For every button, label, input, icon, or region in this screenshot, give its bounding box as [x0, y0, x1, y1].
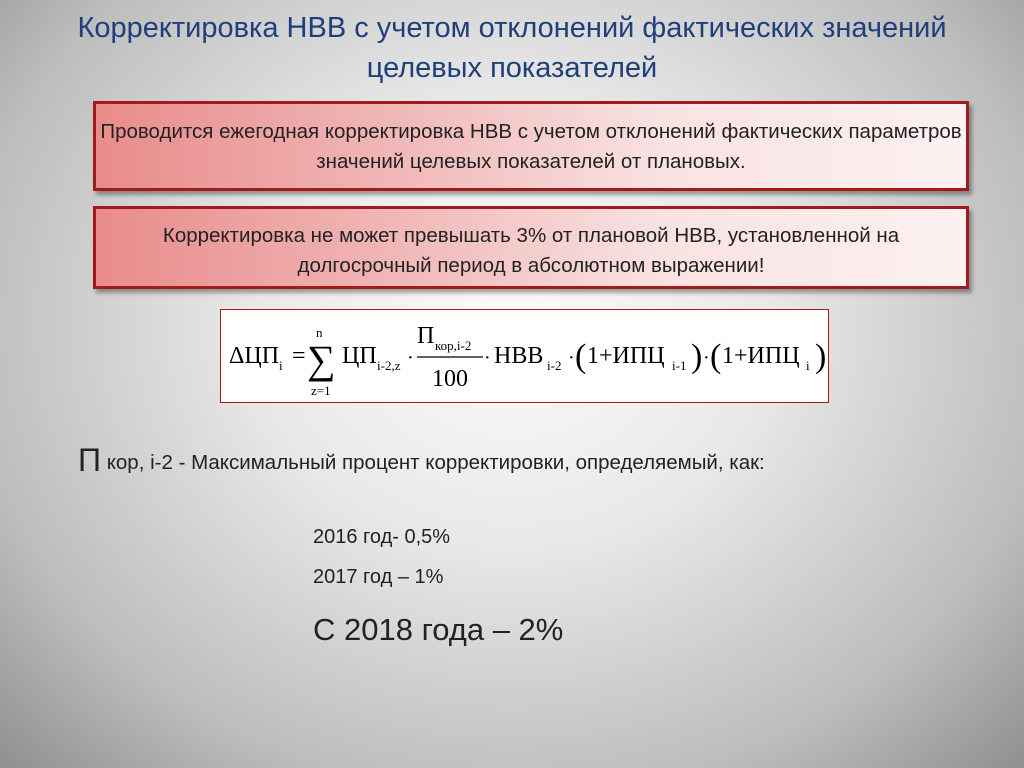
sum-upper-limit: n	[316, 325, 323, 340]
formula-term-ipc-2-sub: i	[806, 358, 810, 373]
fraction-numerator: П	[417, 323, 435, 349]
paren-close-1: )	[691, 338, 703, 375]
formula-term-ipc-1: 1+ИПЦ	[587, 343, 665, 369]
info-box-annual-correction: Проводится ежегодная корректировка НВВ с учетом отклонений фактических параметров значений целевых показателей от плановых.	[93, 101, 969, 191]
definition-text: кор, i-2 - Максимальный процент корректировки, определяемый, как:	[101, 451, 765, 474]
formula-dot-3: ·	[568, 347, 575, 369]
slide-title: Корректировка НВВ с учетом отклонений фактических значений целевых показателей	[77, 12, 947, 84]
formula-dot-1: ·	[407, 347, 414, 369]
sum-sign: ∑	[307, 337, 336, 382]
formula-term-ipc-1-sub: i-1	[672, 358, 687, 373]
formula-term-ipc-2: 1+ИПЦ	[722, 343, 800, 369]
formula-dot-2: ·	[484, 347, 491, 369]
formula-term-cp: ЦП	[342, 343, 377, 369]
info-box-correction-limit: Корректировка не может превышать 3% от плановой НВВ, установленной на долгосрочный период в абсолютном выражении!	[93, 206, 969, 289]
fraction-numerator-sub: кор,i-2	[435, 338, 472, 353]
year-rate-2017: 2017 год – 1%	[313, 566, 444, 588]
formula-term-nvv-sub: i-2	[547, 358, 562, 373]
sum-lower-limit: z=1	[311, 383, 331, 398]
formula	[221, 310, 828, 402]
formula-term-nvv: НВВ	[494, 343, 544, 369]
formula-lhs: ΔЦП	[229, 343, 280, 369]
year-rate-2018: С 2018 года – 2%	[313, 612, 564, 647]
paren-close-2: )	[815, 338, 827, 375]
formula-box	[220, 309, 829, 403]
paren-open-2: (	[710, 338, 722, 375]
paren-open-1: (	[575, 338, 587, 375]
formula-term-cp-sub: i-2,z	[377, 358, 401, 373]
fraction-denominator: 100	[432, 366, 468, 392]
definition-line	[78, 442, 998, 479]
formula-equals: =	[292, 343, 306, 369]
formula-dot-4: ·	[703, 347, 710, 369]
year-rate-2016: 2016 год- 0,5%	[313, 526, 451, 548]
definition-symbol: П	[78, 442, 101, 478]
formula-lhs-sub: i	[279, 358, 283, 373]
